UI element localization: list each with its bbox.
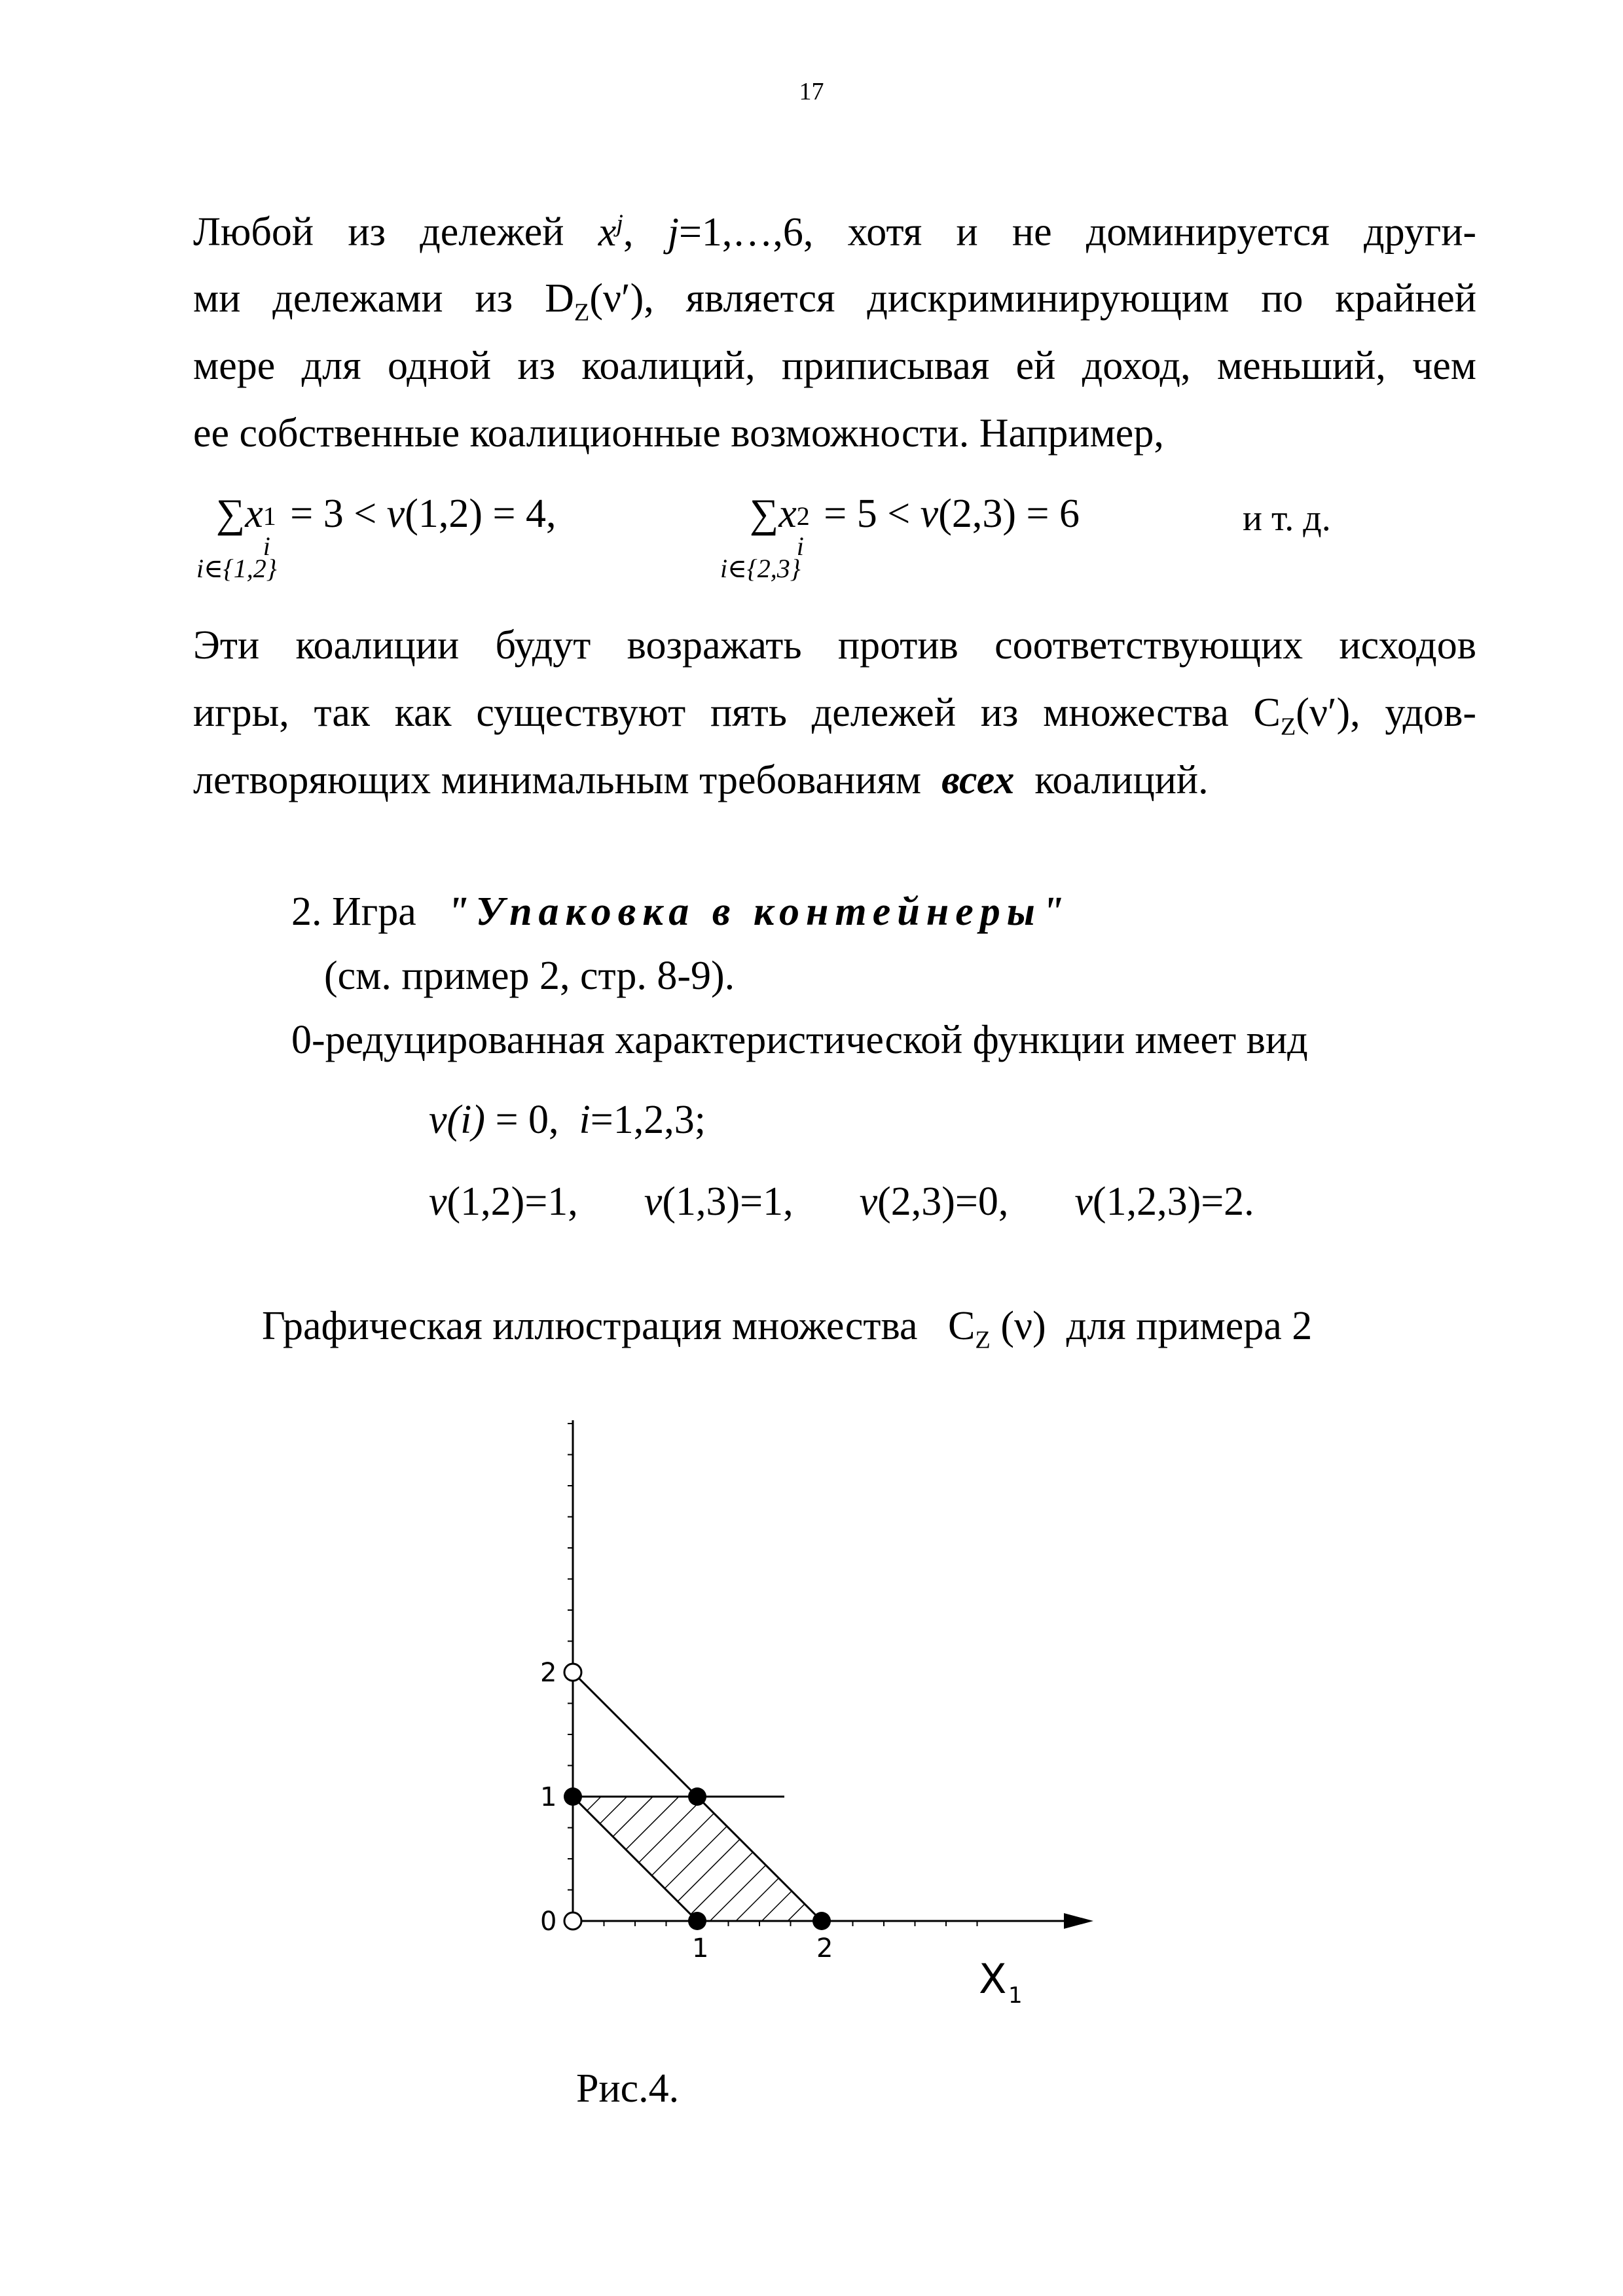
x-axis-arrow xyxy=(1064,1913,1093,1929)
equation-1: ν(i) = 0, i=1,2,3; xyxy=(429,1098,706,1142)
x-axis-label: X xyxy=(979,1955,1007,2003)
diagram-figure xyxy=(458,1420,1146,2029)
para2-line3: летворяющих минимальным требованиям всех коалиций. xyxy=(193,758,1209,802)
section2-ref: (см. пример 2, стр. 8-9). xyxy=(324,954,735,998)
filled-point xyxy=(564,1787,582,1806)
eq2-item: ν(1,3)=1, xyxy=(644,1179,793,1224)
filled-point xyxy=(812,1912,831,1930)
y-tick-label: 0 xyxy=(540,1907,557,1937)
x-axis-label-subscript: 1 xyxy=(1008,1982,1023,2009)
y-tick-label: 1 xyxy=(540,1782,557,1812)
filled-point xyxy=(688,1912,706,1930)
figure-label: Рис.4. xyxy=(576,2066,680,2111)
sum-index-1: i∈{1,2} xyxy=(196,554,277,583)
para2-line2: игры, так как существуют пять дележей из множества $C_Z(\nu')$, удов- xyxy=(193,691,1476,741)
para1-line1: Любой из дележей $x^j$, j=1,…,6, хотя и не доминируется други- xyxy=(193,209,1477,255)
open-point xyxy=(564,1664,581,1681)
para1-line3: мере для одной из коалиций, приписывая ей доход, меньший, чем xyxy=(193,344,1476,388)
para1-line4: ее собственные коалиционные возможности. Например, xyxy=(193,411,1164,456)
eq2-item: ν(1,2)=1, xyxy=(429,1179,578,1224)
etc-text: и т. д. xyxy=(1243,498,1331,539)
section2-heading: 2. Игра "Упаковка в контейнеры" xyxy=(291,889,1071,934)
graph-caption: Графическая иллюстрация множества $C_Z$ (ν) для примера 2 xyxy=(262,1304,1313,1354)
sum-index-2: i∈{2,3} xyxy=(720,554,801,583)
page-number: 17 xyxy=(799,78,824,105)
section2-reduced: 0-редуцированная характеристической функции имеет вид xyxy=(291,1018,1308,1062)
eq2-item: ν(1,2,3)=2. xyxy=(1074,1179,1254,1224)
para1-line2: ми дележами из $D_Z(\nu')$, является дискриминирующим по крайней xyxy=(193,276,1477,327)
x-tick-label: 1 xyxy=(692,1933,709,1964)
open-point xyxy=(564,1912,581,1929)
hatched-region xyxy=(573,1797,822,1921)
sum-formula-1: ∑x 1 i = 3 < ν(1,2) = 4, xyxy=(216,492,556,561)
equation-2 xyxy=(429,1181,1254,1222)
sum-formula-2: ∑x 2 i = 5 < ν(2,3) = 6 xyxy=(750,492,1080,561)
para2-line1: Эти коалиции будут возражать против соответствующих исходов xyxy=(193,623,1476,668)
x-tick-label: 2 xyxy=(816,1933,833,1964)
eq2-item: ν(2,3)=0, xyxy=(859,1179,1009,1224)
filled-point xyxy=(688,1787,706,1806)
y-tick-label: 2 xyxy=(540,1658,557,1688)
